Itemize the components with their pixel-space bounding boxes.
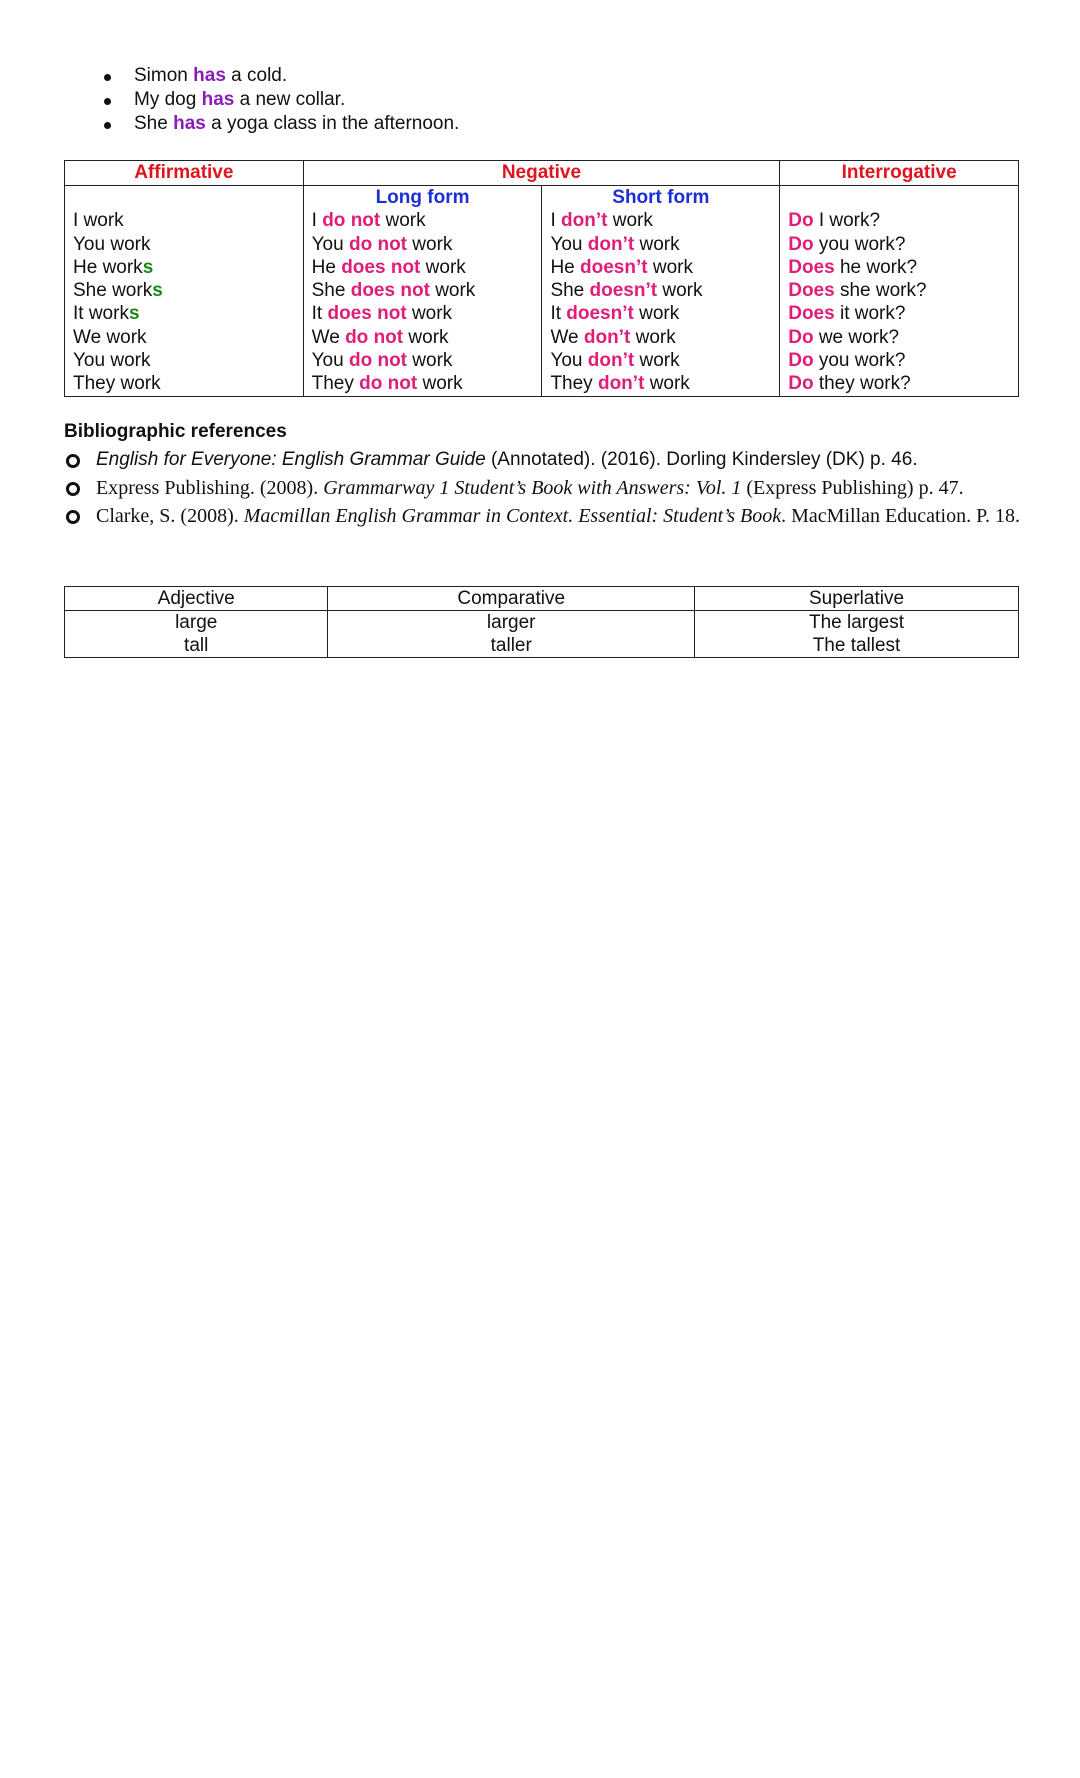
- auxiliary: do: [348, 233, 373, 255]
- bibliography-title: Bibliographic references: [64, 421, 287, 442]
- circle-bullet-icon: [66, 454, 80, 468]
- auxiliary: Does: [788, 280, 835, 302]
- short-form-row: He doesn’t work: [550, 256, 693, 278]
- short-form-row: You don’t work: [550, 233, 680, 255]
- short-form-row: They don’t work: [550, 373, 690, 395]
- affirmative-row: We work: [73, 326, 147, 348]
- adjective-table: [64, 586, 1019, 658]
- auxiliary: Do: [788, 326, 814, 348]
- superlative-cell: The largest The tallest: [695, 611, 1019, 658]
- auxiliary: Do: [788, 373, 814, 395]
- auxiliary: do: [348, 350, 373, 372]
- circle-bullet-icon: [66, 510, 80, 524]
- header-affirmative: Affirmative: [65, 161, 304, 186]
- comparative-cell: larger taller: [328, 611, 695, 658]
- long-form-row: You do not work: [311, 350, 453, 372]
- contraction: don’t: [561, 210, 608, 232]
- negation: not: [400, 280, 430, 302]
- affirmative-column: [65, 186, 304, 397]
- affirmative-row: You work: [73, 350, 151, 372]
- circle-bullet-icon: [66, 482, 80, 496]
- affirmative-row: They work: [73, 373, 161, 395]
- auxiliary: do: [359, 373, 383, 395]
- short-form-row: It doesn’t work: [550, 303, 680, 325]
- contraction: doesn’t: [566, 303, 634, 325]
- long-form-row: She does not work: [311, 280, 476, 302]
- interrogative-column: [780, 186, 1019, 397]
- contraction: don’t: [587, 233, 635, 255]
- example-list: [98, 64, 459, 136]
- header-superlative: Superlative: [695, 587, 1019, 611]
- verb-has: has: [193, 65, 226, 86]
- auxiliary: does: [350, 280, 396, 302]
- auxiliary: Does: [788, 256, 835, 278]
- interrogative-row: Does he work?: [788, 256, 918, 278]
- affirmative-row: She works: [73, 280, 163, 302]
- header-interrogative: Interrogative: [780, 161, 1019, 186]
- negation: not: [373, 326, 404, 348]
- short-form-row: You don’t work: [550, 350, 680, 372]
- affirmative-row: It works: [73, 303, 140, 325]
- short-form-row: She doesn’t work: [550, 280, 703, 302]
- affirmative-row: You work: [73, 233, 151, 255]
- contraction: doesn’t: [589, 280, 658, 302]
- verb-has: has: [201, 89, 235, 110]
- long-form-row: You do not work: [311, 233, 453, 255]
- verb-ending: s: [128, 303, 140, 325]
- negation: not: [377, 303, 407, 325]
- adjective-cell: large tall: [65, 611, 328, 658]
- auxiliary: Do: [788, 233, 814, 255]
- interrogative-row: Does she work?: [788, 280, 927, 302]
- auxiliary: Do: [788, 210, 814, 232]
- auxiliary: do: [345, 326, 369, 348]
- interrogative-row: Do they work?: [788, 373, 911, 395]
- negation: not: [390, 256, 421, 278]
- short-form-column: [542, 186, 780, 397]
- header-adjective: Adjective: [65, 587, 328, 611]
- auxiliary: Does: [788, 303, 835, 325]
- negation: not: [350, 210, 381, 232]
- subheader-short-form: Short form: [612, 187, 710, 208]
- interrogative-row: Do you work?: [788, 233, 906, 255]
- long-form-row: I do not work: [311, 210, 426, 232]
- verb-ending: s: [152, 280, 163, 302]
- verb-ending: s: [142, 256, 154, 278]
- interrogative-row: Does it work?: [788, 303, 906, 325]
- long-form-row: We do not work: [311, 326, 449, 348]
- negation: not: [387, 373, 418, 395]
- reference-item: Clarke, S. (2008). Macmillan English Grammar in Context. Essential: Student’s Book. MacMillan Education. P. 18.: [64, 502, 1024, 530]
- auxiliary: does: [341, 256, 386, 278]
- auxiliary: do: [322, 210, 346, 232]
- interrogative-row: Do we work?: [788, 326, 900, 348]
- contraction: don’t: [587, 350, 635, 372]
- affirmative-row: I work: [73, 210, 124, 232]
- negation: not: [377, 350, 408, 372]
- header-negative: Negative: [303, 161, 780, 186]
- long-form-row: It does not work: [311, 303, 453, 325]
- contraction: don’t: [597, 373, 645, 395]
- interrogative-row: Do you work?: [788, 350, 906, 372]
- reference-item: Express Publishing. (2008). Grammarway 1 Student’s Book with Answers: Vol. 1 (Express Publishing) p. 47.: [64, 474, 1024, 502]
- long-form-row: They do not work: [311, 373, 463, 395]
- negation: not: [377, 233, 408, 255]
- short-form-row: I don’t work: [550, 210, 653, 232]
- reference-item: English for Everyone: English Grammar Guide (Annotated). (2016). Dorling Kindersley (DK) p. 46.: [64, 446, 1024, 474]
- auxiliary: Do: [788, 350, 814, 372]
- long-form-row: He does not work: [311, 256, 466, 278]
- auxiliary: does: [327, 303, 372, 325]
- long-form-column: [303, 186, 542, 397]
- list-item: Simon has a cold.: [98, 64, 459, 88]
- contraction: don’t: [583, 326, 631, 348]
- affirmative-row: He works: [73, 256, 154, 278]
- short-form-row: We don’t work: [550, 326, 676, 348]
- interrogative-row: Do I work?: [788, 210, 881, 232]
- list-item: My dog has a new collar.: [98, 88, 459, 112]
- verb-has: has: [173, 113, 206, 134]
- present-simple-table: [64, 160, 1019, 397]
- list-item: She has a yoga class in the afternoon.: [98, 112, 459, 136]
- subheader-long-form: Long form: [375, 187, 470, 208]
- header-comparative: Comparative: [328, 587, 695, 611]
- reference-list: [64, 446, 1024, 530]
- contraction: doesn’t: [580, 256, 648, 278]
